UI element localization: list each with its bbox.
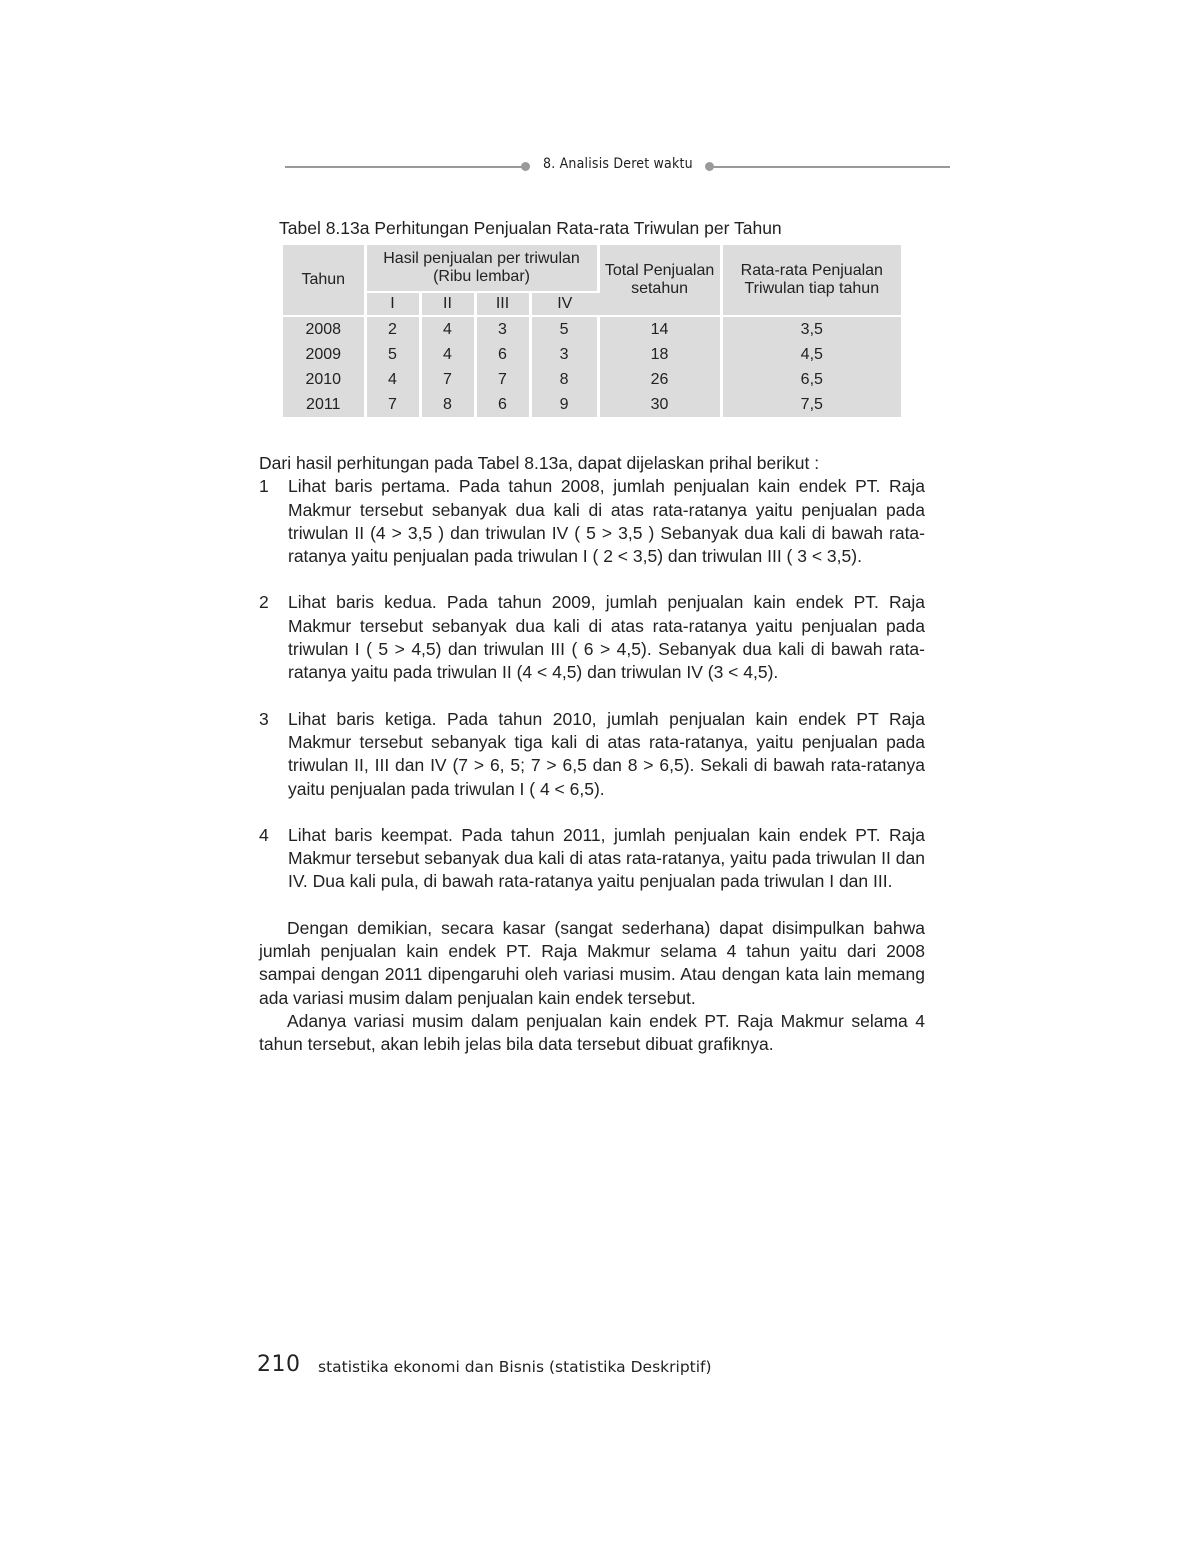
cell-tahun: 2011 (283, 392, 365, 417)
cell-total: 26 (598, 367, 721, 392)
cell-quarter: 5 (530, 316, 598, 342)
body-text (259, 452, 925, 1057)
cell-total: 18 (598, 342, 721, 367)
cell-quarter: 2 (365, 316, 420, 342)
cell-quarter: 7 (365, 392, 420, 417)
running-head: 8. Analisis Deret waktu (543, 156, 693, 172)
table-row (283, 342, 901, 367)
column-header-total: Total Penjualan setahun (598, 245, 721, 316)
cell-total: 30 (598, 392, 721, 417)
book-title: statistika ekonomi dan Bisnis (statistika Deskriptif) (318, 1358, 712, 1376)
header-rule-line-right (710, 166, 950, 168)
item-number: 1 (259, 476, 269, 497)
closing-paragraph: Adanya variasi musim dalam penjualan kain endek PT. Raja Makmur selama 4 tahun tersebut, akan lebih jelas bila data tersebut dibuat grafiknya. (259, 1010, 925, 1055)
conclusion-paragraph: Dengan demikian, secara kasar (sangat sederhana) dapat disimpulkan bahwa jumlah penjualan kain endek PT. Raja Makmur selama 4 tahun yaitu dari 2008 sampai dengan 2011 dipengaruhi oleh variasi musim. Atau dengan kata lain memang ada variasi musim dalam penjualan kain endek tersebut. (259, 917, 925, 1008)
item-number: 2 (259, 592, 269, 613)
cell-tahun: 2010 (283, 367, 365, 392)
item-number: 3 (259, 708, 269, 729)
sales-table (283, 245, 901, 417)
numbered-item (259, 824, 925, 894)
cell-quarter: 7 (420, 367, 475, 392)
cell-tahun: 2009 (283, 342, 365, 367)
cell-quarter: 9 (530, 392, 598, 417)
paragraph-gap (259, 894, 925, 917)
cell-quarter: 3 (475, 316, 530, 342)
cell-rata: 4,5 (721, 342, 901, 367)
cell-quarter: 4 (420, 342, 475, 367)
cell-quarter: 7 (475, 367, 530, 392)
cell-rata: 6,5 (721, 367, 901, 392)
column-header-quarter: II (420, 292, 475, 316)
cell-quarter: 8 (420, 392, 475, 417)
column-header-tahun: Tahun (283, 245, 365, 316)
cell-quarter: 5 (365, 342, 420, 367)
column-header-hasil-penjualan: Hasil penjualan per triwulan (Ribu lembar) (365, 245, 598, 292)
cell-rata: 7,5 (721, 392, 901, 417)
column-header-quarter: III (475, 292, 530, 316)
column-header-rata-rata: Rata-rata Penjualan Triwulan tiap tahun (721, 245, 901, 316)
cell-quarter: 6 (475, 342, 530, 367)
item-text: Lihat baris kedua. Pada tahun 2009, jumlah penjualan kain endek PT. Raja Makmur tersebut sebanyak dua kali di atas rata-ratanya yaitu penjualan pada triwulan I ( 5 > 4,5) dan triwulan III ( 6 > 4,5). Sebanyak dua kali di bawah rata-ratanya yaitu pada triwulan II (4 < 4,5) dan triwulan IV (3 < 4,5). (288, 592, 925, 683)
item-text: Lihat baris pertama. Pada tahun 2008, jumlah penjualan kain endek PT. Raja Makmur tersebut sebanyak dua kali di atas rata-ratanya yaitu penjualan pada triwulan II (4 > 3,5 ) dan triwulan IV ( 5 > 3,5 ) Sebanyak dua kali di bawah rata-ratanya yaitu penjualan pada triwulan I ( 2 < 3,5) dan triwulan III ( 3 < 3,5). (288, 476, 925, 567)
header-rule-line-left (285, 166, 525, 168)
cell-rata: 3,5 (721, 316, 901, 342)
item-text: Lihat baris keempat. Pada tahun 2011, jumlah penjualan kain endek PT. Raja Makmur tersebut sebanyak dua kali di atas rata-ratanya, yaitu pada triwulan II dan IV. Dua kali pula, di bawah rata-ratanya yaitu penjualan pada triwulan I dan III. (288, 824, 925, 892)
numbered-item (259, 708, 925, 801)
intro-paragraph: Dari hasil perhitungan pada Tabel 8.13a, dapat dijelaskan prihal berikut : (259, 453, 820, 473)
cell-quarter: 3 (530, 342, 598, 367)
cell-quarter: 8 (530, 367, 598, 392)
table-caption: Tabel 8.13a Perhitungan Penjualan Rata-rata Triwulan per Tahun (279, 218, 782, 238)
table-row (283, 367, 901, 392)
column-header-quarter: IV (530, 292, 598, 316)
cell-quarter: 4 (365, 367, 420, 392)
page-number: 210 (257, 1352, 301, 1377)
table-row (283, 316, 901, 342)
header-bullet-dot (521, 162, 530, 171)
cell-total: 14 (598, 316, 721, 342)
table-row (283, 392, 901, 417)
column-header-quarter: I (365, 292, 420, 316)
cell-quarter: 6 (475, 392, 530, 417)
numbered-item (259, 475, 925, 568)
item-number: 4 (259, 824, 269, 845)
item-text: Lihat baris ketiga. Pada tahun 2010, jumlah penjualan kain endek PT Raja Makmur tersebut sebanyak tiga kali di atas rata-ratanya, yaitu penjualan pada triwulan II, III dan IV (7 > 6, 5; 7 > 6,5 dan 8 > 6,5). Sekali di bawah rata-ratanya yaitu penjualan pada triwulan I ( 4 < 6,5). (288, 708, 925, 799)
cell-tahun: 2008 (283, 316, 365, 342)
numbered-item (259, 591, 925, 684)
cell-quarter: 4 (420, 316, 475, 342)
